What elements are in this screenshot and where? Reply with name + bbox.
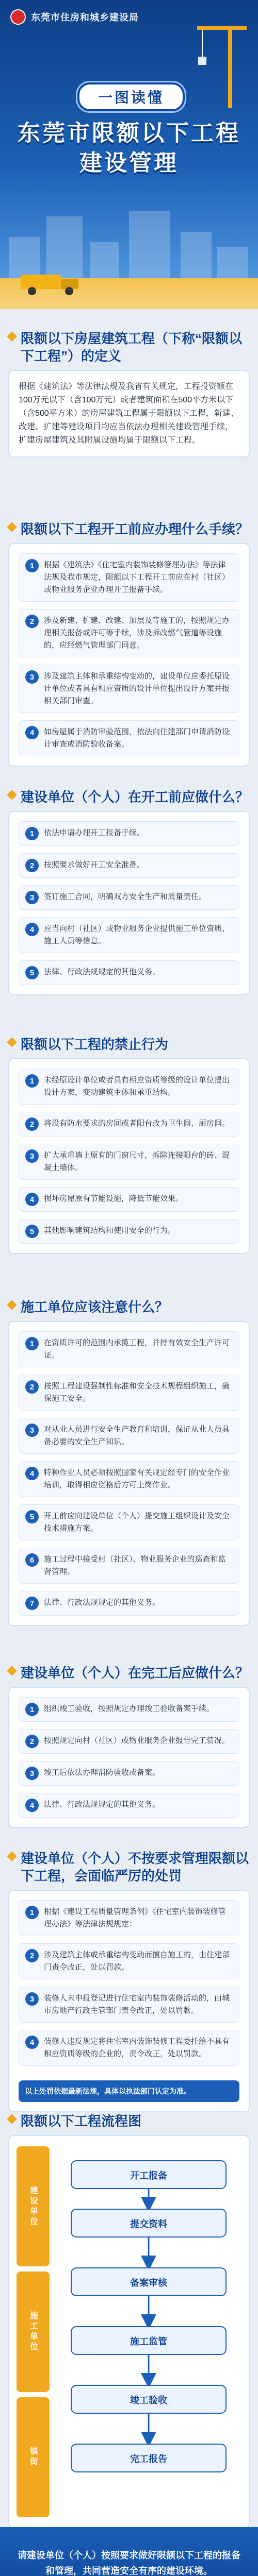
- list-item-text: 施工过程中接受村（社区）、物业服务企业的巡查和监督管理。: [44, 1555, 226, 1576]
- section-penalties: [8, 1844, 250, 2112]
- list-item: [19, 553, 239, 602]
- diamond-icon: [7, 1666, 17, 1676]
- flow-step: [71, 2209, 226, 2237]
- list-item-text: 法律、行政法规规定的其他义务。: [44, 1800, 160, 1809]
- number-badge: 4: [25, 1467, 39, 1480]
- list-item-text: 法律、行政法规规定的其他义务。: [44, 968, 160, 976]
- section-after-completion: [8, 1659, 250, 1828]
- flow-step: [71, 2327, 226, 2354]
- diamond-icon: [7, 1300, 17, 1310]
- number-badge: 3: [25, 891, 39, 904]
- list-item: [19, 609, 239, 657]
- list-item: [19, 1461, 239, 1497]
- list-item: [19, 1187, 239, 1212]
- number-badge: 4: [25, 2036, 39, 2049]
- swimlanes: [17, 2146, 50, 2517]
- diamond-icon: [7, 331, 17, 342]
- list-item-text: 应当向村（社区）或物业服务企业提供施工单位资质、施工人员等信息。: [44, 924, 230, 945]
- number-badge: 7: [25, 1597, 39, 1610]
- flow-step-label: 提交资料: [130, 2219, 167, 2229]
- number-badge: 5: [25, 1510, 39, 1523]
- before-start-list: [8, 811, 250, 995]
- list-item-text: 涉及建筑主体和承重结构变动的，建设单位应委托原设计单位或者具有相应资质的设计单位提出设计方案并报相关部门审查。: [44, 672, 230, 705]
- definition-text: 根据《建筑法》等法律法规及我省有关规定，工程投资额在100万元以下（含100万元）或者建筑面积在500平方米以下（含500平方米）的房屋建筑工程属于限额以下工程，新建、改建、扩建等建设项目均应当依法办理相关建设管理手续，扩建房屋建筑及其附属设施均属于限额以下工程。: [19, 382, 239, 445]
- footer-banner: [0, 2527, 258, 2576]
- org-logo-icon: [10, 9, 26, 25]
- penalty-list: [8, 1890, 250, 2112]
- truck-icon: [21, 265, 83, 296]
- flow-step-label: 施工监管: [130, 2336, 167, 2347]
- list-item: [19, 1548, 239, 1584]
- list-item-text: 按照工程建设强制性标准和安全技术规程组织施工，确保施工安全。: [44, 1382, 230, 1403]
- list-item: [19, 1761, 239, 1786]
- page-title: [0, 118, 258, 178]
- flow-step: [71, 2268, 226, 2296]
- list-item-text: 对从业人员进行安全生产教育和培训，保证从业人员具备必要的安全生产知识。: [44, 1425, 230, 1446]
- list-item: [19, 1375, 239, 1411]
- list-item-text: 其他影响建筑结构和使用安全的行为。: [44, 1226, 176, 1235]
- procedure-list: [8, 543, 250, 767]
- number-badge: 5: [25, 1225, 39, 1238]
- title-line-1: 东莞市限额以下工程: [18, 121, 240, 146]
- diamond-icon: [7, 522, 17, 532]
- list-item: [19, 1144, 239, 1180]
- list-item-text: 涉及新建、扩建、改建、加层及等施工的，按照规定办理相关报备或许可等手续，涉及拆改燃气管道等设施的，应经燃气管理部门同意。: [44, 616, 230, 650]
- list-item: [19, 1729, 239, 1754]
- prohibition-list: [8, 1058, 250, 1254]
- list-item-text: 组织竣工验收，按照规定办理竣工验收备案手续。: [44, 1704, 215, 1713]
- diamond-icon: [7, 1851, 17, 1861]
- number-badge: 3: [25, 670, 39, 684]
- list-item-text: 损坏房屋原有节能设施，降低节能效果。: [44, 1194, 184, 1203]
- flow-step: [71, 2385, 226, 2413]
- flowchart-diagram: [54, 2146, 244, 2517]
- section-heading: 限额以下工程流程图: [21, 2113, 142, 2129]
- list-item-text: 签订施工合同，明确双方安全生产和质量责任。: [44, 892, 207, 901]
- number-badge: 4: [25, 1799, 39, 1812]
- lane-label: 施工单位: [17, 2272, 50, 2392]
- number-badge: 4: [25, 923, 39, 936]
- list-item: [19, 1697, 239, 1722]
- section-heading: 建设单位（个人）在开工前应做什么？: [21, 789, 249, 805]
- number-badge: 2: [25, 1117, 39, 1131]
- list-item-text: 法律、行政法规规定的其他义务。: [44, 1598, 160, 1607]
- list-item: [19, 1504, 239, 1540]
- list-item: [19, 665, 239, 713]
- list-item-text: 涉及建筑主体或承重结构变动而擅自施工的，由住建部门责令改正，处以罚款。: [44, 1951, 230, 1972]
- list-item-text: 依法申请办理开工报备手续。: [44, 828, 145, 837]
- list-item-text: 特种作业人员必须按照国家有关规定经专门的安全作业培训，取得相应资格后方可上岗作业。: [44, 1468, 230, 1489]
- list-item-text: 装修人违反规定将住宅室内装饰装修工程委托给不具有相应资质等级的企业的，责令改正，处以罚款。: [44, 2037, 230, 2058]
- number-badge: 6: [25, 1553, 39, 1567]
- number-badge: 3: [25, 1767, 39, 1780]
- flow-step: [71, 2444, 226, 2472]
- number-badge: 2: [25, 1380, 39, 1394]
- list-item-text: 扩大承重墙上原有的门窗尺寸，拆除连接阳台的砖、混凝土墙体。: [44, 1151, 230, 1172]
- section-definition: [8, 325, 250, 457]
- list-item: [19, 1219, 239, 1244]
- number-badge: 2: [25, 859, 39, 872]
- list-item-text: 将没有防水要求的房间或者阳台改为卫生间、厨房间。: [44, 1119, 230, 1128]
- list-item-text: 根据《建设工程质量管理条例》《住宅室内装饰装修管理办法》等法律法规规定：: [44, 1907, 226, 1928]
- flowchart: [8, 2135, 250, 2529]
- title-line-2: 建设管理: [79, 150, 179, 176]
- list-item: [19, 1943, 239, 1979]
- org-bar: [10, 9, 139, 25]
- flow-step: [71, 2161, 226, 2189]
- number-badge: 2: [25, 1949, 39, 1962]
- section-heading: 施工单位应该注意什么？: [21, 1299, 169, 1315]
- number-badge: 3: [25, 1423, 39, 1437]
- section-flowchart: [8, 2107, 250, 2529]
- number-badge: 2: [25, 615, 39, 628]
- header-banner: [0, 0, 258, 309]
- list-item-text: 按照要求做好开工安全准备。: [44, 860, 145, 869]
- list-item: [19, 1900, 239, 1936]
- number-badge: 3: [25, 1992, 39, 2006]
- lane-label: 镇街: [17, 2397, 50, 2517]
- after-completion-list: [8, 1687, 250, 1828]
- section-title: [8, 1030, 250, 1058]
- number-badge: 4: [25, 1193, 39, 1206]
- list-item: [19, 720, 239, 756]
- number-badge: 1: [25, 1337, 39, 1350]
- list-item: [19, 1987, 239, 2023]
- list-item: [19, 885, 239, 910]
- flow-step-label: 开工报备: [130, 2171, 167, 2181]
- section-title: [8, 2107, 250, 2135]
- section-prohibitions: [8, 1030, 250, 1254]
- number-badge: 1: [25, 559, 39, 572]
- list-item-text: 竣工后依法办理消防验收或备案。: [44, 1768, 160, 1777]
- list-item: [19, 1418, 239, 1454]
- section-heading: 建设单位（个人）不按要求管理限额以下工程，会面临严厉的处罚: [21, 1851, 249, 1884]
- flow-step-label: 备案审核: [130, 2278, 167, 2288]
- section-heading: 建设单位（个人）在完工后应做什么？: [21, 1665, 249, 1681]
- definition-card: [8, 370, 250, 457]
- diamond-icon: [7, 790, 17, 800]
- list-item: [19, 1112, 239, 1137]
- section-title: [8, 783, 250, 811]
- list-item: [19, 1591, 239, 1616]
- number-badge: 1: [25, 827, 39, 840]
- section-title: [8, 325, 250, 370]
- diamond-icon: [7, 2114, 17, 2124]
- diamond-icon: [7, 1037, 17, 1047]
- number-badge: 2: [25, 1735, 39, 1748]
- list-item-text: 开工前应向建设单位（个人）提交施工组织设计及安全技术措施方案。: [44, 1512, 230, 1533]
- list-item-text: 装修人未申报登记进行住宅室内装饰装修活动的，由城市房地产行政主管部门责令改正，处以罚款。: [44, 1994, 230, 2015]
- list-item: [19, 2030, 239, 2066]
- number-badge: 1: [25, 1074, 39, 1088]
- city-illustration: [0, 196, 258, 309]
- section-title: [8, 1844, 250, 1890]
- list-item-text: 如房屋属于消防审验范围，依法向住建部门申请消防设计审查或消防验收备案。: [44, 727, 230, 749]
- list-item-text: 未经原设计单位或者具有相应资质等级的设计单位提出设计方案，变动建筑主体和承重结构。: [44, 1076, 230, 1097]
- list-item-text: 按照规定向村（社区）或物业服务企业报告完工情况。: [44, 1736, 230, 1745]
- list-item: [19, 1069, 239, 1105]
- lane-label: 建设单位: [17, 2146, 50, 2266]
- number-badge: 5: [25, 966, 39, 979]
- section-procedures: [8, 515, 250, 767]
- number-badge: 1: [25, 1906, 39, 1919]
- section-title: [8, 1659, 250, 1687]
- intro-pill: 一图读懂: [77, 82, 185, 111]
- list-item-text: 根据《建筑法》《住宅室内装饰装修管理办法》等法律法规及我市规定，限额以下工程开工前应在村（社区）或物业服务企业办理开工报备手续。: [44, 561, 230, 594]
- penalty-banner: 以上处罚依据最新法规，具体以执法部门认定为准。: [19, 2080, 239, 2102]
- section-heading: 限额以下房屋建筑工程（下称“限额以下工程”）的定义: [21, 331, 243, 364]
- footer-text: 请建设单位（个人）按照要求做好限额以下工程的报备和管理，共同营造安全有序的建设环境。: [18, 2550, 240, 2576]
- list-item: [19, 960, 239, 985]
- section-before-start: [8, 783, 250, 995]
- number-badge: 3: [25, 1149, 39, 1163]
- list-item: [19, 1793, 239, 1818]
- list-item: [19, 1331, 239, 1367]
- flow-step-label: 完工报告: [130, 2454, 167, 2464]
- org-name: 东莞市住房和城乡建设局: [31, 12, 139, 23]
- section-heading: 限额以下工程开工前应办理什么手续？: [21, 521, 249, 537]
- section-title: [8, 1293, 250, 1321]
- section-heading: 限额以下工程的禁止行为: [21, 1037, 169, 1052]
- section-contractor-notes: [8, 1293, 250, 1626]
- flow-step-label: 竣工验收: [130, 2395, 167, 2405]
- list-item: [19, 821, 239, 846]
- number-badge: 4: [25, 726, 39, 739]
- section-title: [8, 515, 250, 543]
- list-item: [19, 853, 239, 878]
- list-item-text: 在资质许可的范围内承揽工程，并持有效安全生产许可证。: [44, 1338, 230, 1360]
- contractor-list: [8, 1321, 250, 1626]
- list-item: [19, 917, 239, 953]
- crane-icon: [187, 21, 249, 108]
- number-badge: 1: [25, 1703, 39, 1716]
